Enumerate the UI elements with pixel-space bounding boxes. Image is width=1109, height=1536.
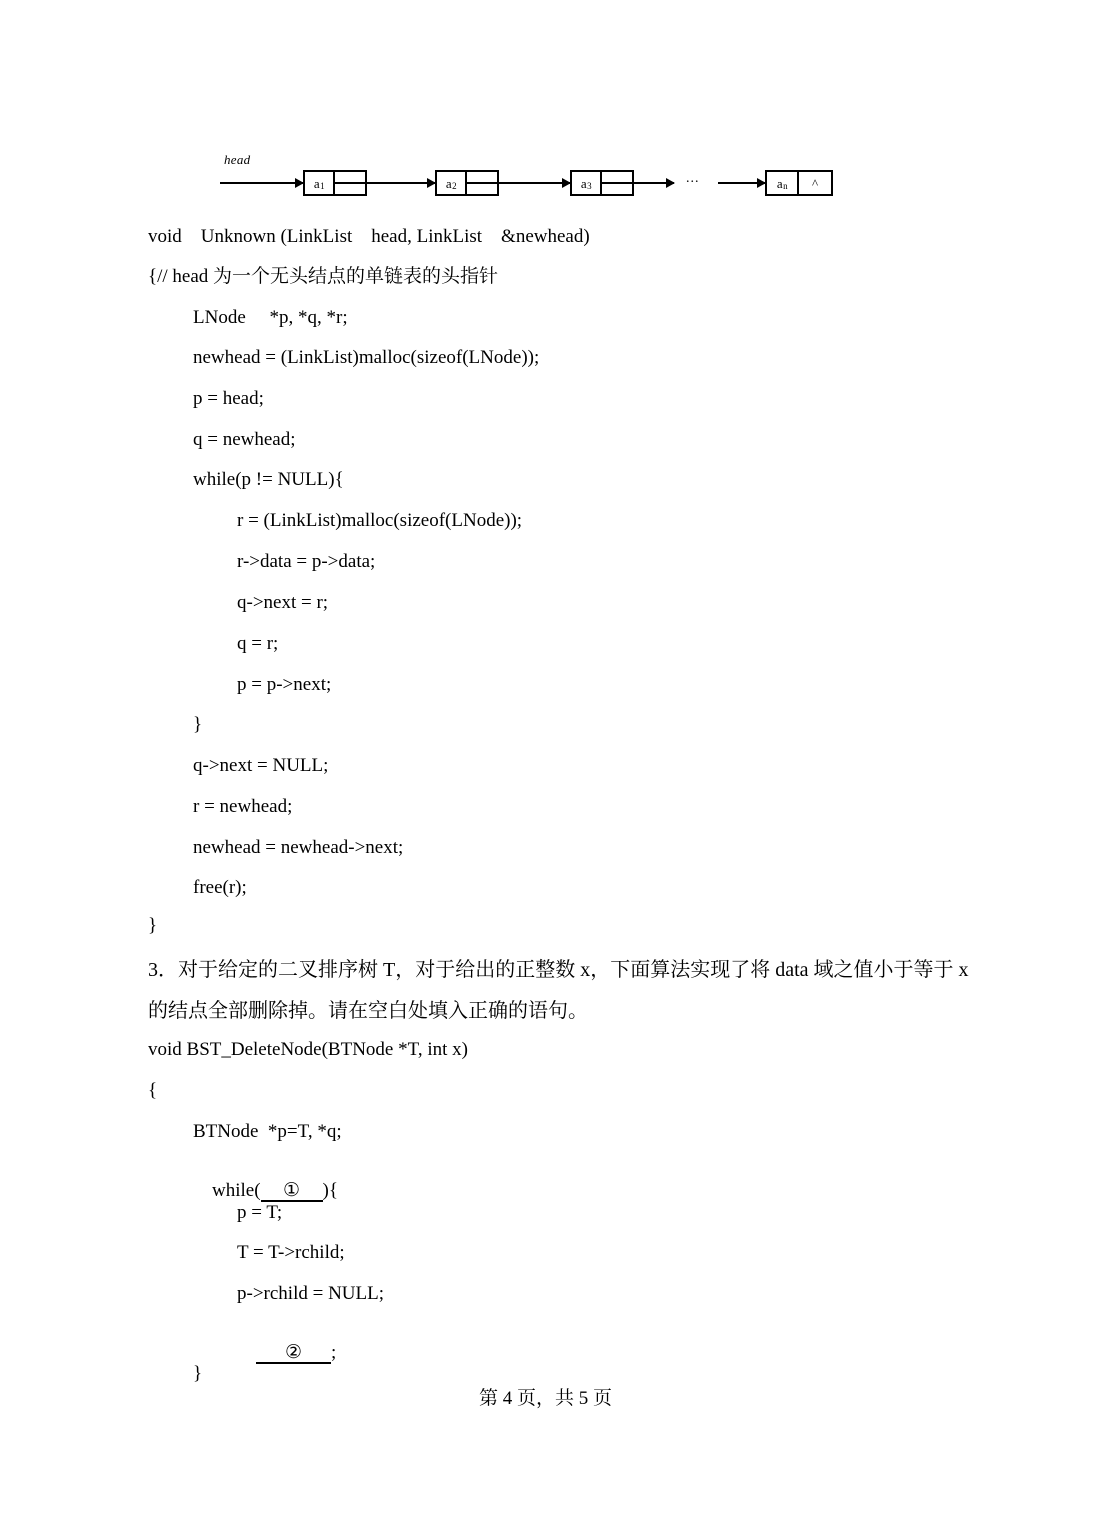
code1-line-11: q->next = NULL; — [193, 755, 329, 776]
code1-signature: void Unknown (LinkList head, LinkList &newhead) — [148, 226, 590, 247]
code2-open-brace: { — [148, 1080, 158, 1101]
code1-line-4: while(p != NULL){ — [193, 469, 344, 490]
page-footer: 第 4 页，共 5 页 — [479, 1388, 613, 1409]
code1-line-10: } — [193, 714, 203, 735]
code2-body-2: p->rchild = NULL; — [237, 1283, 385, 1304]
code2-signature: void BST_DeleteNode(BTNode *T, int x) — [148, 1039, 468, 1060]
node-3-data: a $_3$ — [572, 172, 602, 194]
code1-line-5: r = (LinkList)malloc(sizeof(LNode)); — [237, 510, 523, 531]
node-n-data: a $_n$ — [767, 172, 799, 194]
code1-comment: {// head 为一个无头结点的单链表的头指针 — [148, 266, 499, 287]
code1-line-0: LNode *p, *q, *r; — [193, 307, 348, 328]
code2-line-0: BTNode *p=T, *q; — [193, 1121, 342, 1142]
arrow-head-to-node-1 — [220, 182, 303, 184]
code2-body-1: T = T->rchild; — [237, 1242, 345, 1263]
code2-while-prefix: while( — [212, 1180, 261, 1201]
code1-line-9: p = p->next; — [237, 674, 332, 695]
code1-line-14: free(r); — [193, 877, 247, 898]
code2-while-suffix: ){ — [322, 1180, 338, 1201]
head-pointer-label: head — [224, 152, 251, 167]
answer-blank-2[interactable]: ② — [256, 1343, 331, 1364]
code1-line-7: q->next = r; — [237, 592, 329, 613]
node-n-null-pointer: ^ — [811, 175, 819, 191]
code1-line-1: newhead = (LinkList)malloc(sizeof(LNode)); — [193, 347, 540, 368]
code1-line-13: newhead = newhead->next; — [193, 837, 404, 858]
arrow-node-2-to-node-3 — [467, 182, 570, 184]
ellipsis-label: ... — [686, 171, 700, 186]
singly-linked-list-diagram — [210, 152, 850, 210]
code1-line-6: r->data = p->data; — [237, 551, 376, 572]
code2-close-brace: } — [193, 1363, 203, 1384]
code1-line-8: q = r; — [237, 633, 279, 654]
arrow-node-1-to-node-2 — [335, 182, 435, 184]
question-3-text: 3．对于给定的二叉排序树 T，对于给出的正整数 x，下面算法实现了将 data 域之值小于等于 x 的结点全部删除掉。请在空白处填入正确的语句。 — [148, 959, 974, 1022]
node-1-data: a $_1$ — [305, 172, 335, 194]
arrow-node-3-to-ellipsis — [602, 182, 674, 184]
code2-blank-2-line — [237, 1324, 336, 1383]
list-node-n — [765, 170, 833, 196]
answer-blank-1[interactable]: ① — [261, 1181, 323, 1202]
node-2-data: a $_2$ — [437, 172, 467, 194]
code2-blank-2-suffix: ; — [331, 1342, 337, 1363]
arrow-ellipsis-to-node-n — [718, 182, 765, 184]
code1-line-12: r = newhead; — [193, 796, 293, 817]
code1-line-2: p = head; — [193, 388, 264, 409]
code1-line-3: q = newhead; — [193, 429, 296, 450]
code1-line-15: } — [148, 915, 158, 936]
code2-body-0: p = T; — [237, 1202, 283, 1223]
